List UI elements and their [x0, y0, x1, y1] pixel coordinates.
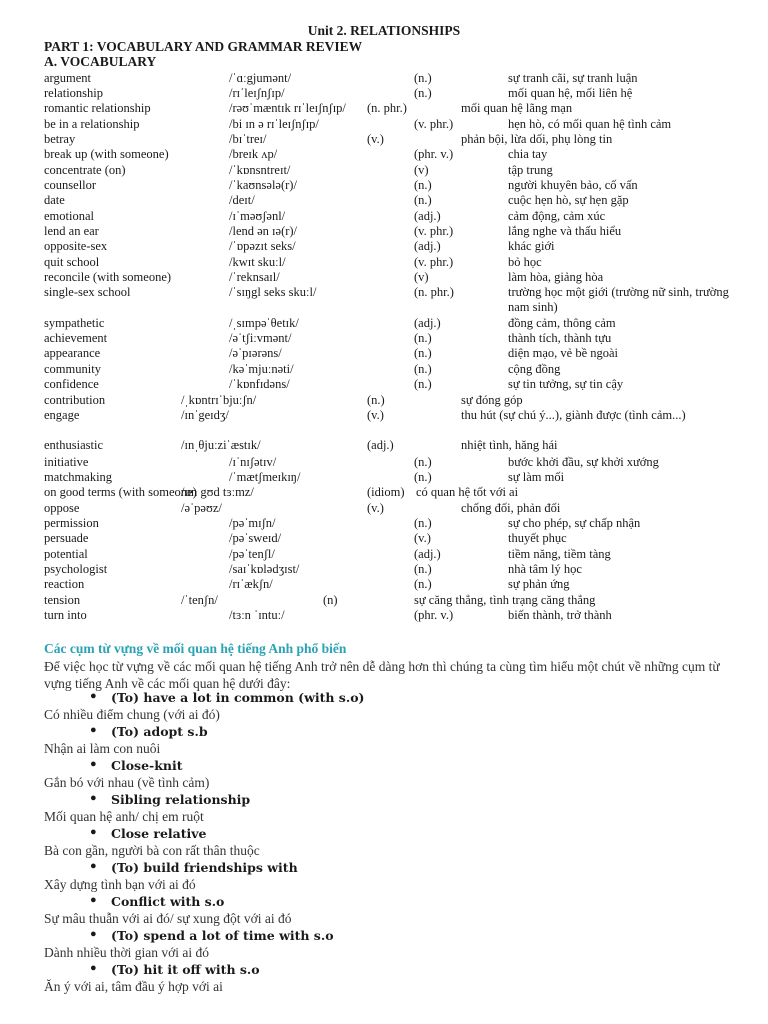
vocab-type: (v. phr.) [414, 117, 454, 131]
vocab-meaning: cuộc hẹn hò, sự hẹn gặp [508, 193, 629, 207]
vocab-phonetic: /deɪt/ [229, 193, 255, 207]
vocab-type: (v) [414, 270, 429, 284]
vocab-meaning: người khuyên bảo, cố vấn [508, 178, 638, 192]
vocab-phonetic: /ˈsɪŋgl seks skuːl/ [229, 285, 317, 299]
vocab-phonetic: /ˈmætʃmeɪkɪŋ/ [229, 470, 301, 484]
vocab-type: (n.) [414, 86, 432, 100]
bullet-icon: ● [90, 826, 97, 838]
vocab-word: oppose [44, 501, 80, 515]
vocab-word: romantic relationship [44, 101, 151, 115]
vocab-type: (n.) [414, 470, 432, 484]
vocab-type: (n.) [414, 178, 432, 192]
vocab-word: relationship [44, 86, 104, 100]
vocab-phonetic: /bɪˈtreɪ/ [229, 132, 267, 146]
bullet-icon: ● [90, 928, 97, 940]
vocab-word: counsellor [44, 178, 97, 192]
phrase-definition: Có nhiều điểm chung (với ai đó) [44, 707, 220, 722]
vocab-meaning: cộng đồng [508, 362, 561, 376]
vocab-type: (n.) [414, 562, 432, 576]
vocab-word: psychologist [44, 562, 108, 576]
vocab-phonetic: /ˈkɒnfɪdəns/ [229, 377, 290, 391]
vocab-meaning: mối quan hệ lãng mạn [461, 101, 573, 115]
vocab-meaning: đồng cảm, thông cảm [508, 316, 616, 330]
vocab-meaning: hẹn hò, có mối quan hệ tình cảm [508, 117, 672, 131]
vocab-phonetic: /ˌkɒntrɪˈbjuːʃn/ [181, 393, 257, 407]
vocab-word: community [44, 362, 101, 376]
vocab-type: (adj.) [367, 438, 394, 452]
vocab-word: turn into [44, 608, 87, 622]
vocab-meaning: sự đóng góp [461, 393, 523, 407]
vocab-type: (adj.) [414, 209, 441, 223]
vocab-word: sympathetic [44, 316, 105, 330]
vocab-word: date [44, 193, 65, 207]
vocab-meaning: làm hòa, giảng hòa [508, 270, 604, 284]
bullet-icon: ● [90, 962, 97, 974]
phrase-term: (To) build friendships with [111, 860, 298, 875]
vocab-word: betray [44, 132, 76, 146]
vocab-type: (n.) [414, 516, 432, 530]
section-heading: A. VOCABULARY [44, 54, 157, 69]
vocab-type: (n.) [414, 193, 432, 207]
vocab-meaning: chống đối, phản đối [461, 501, 561, 515]
vocab-type: (v.) [367, 408, 384, 422]
vocab-type: (v.) [414, 531, 431, 545]
vocab-meaning: sự căng thẳng, tình trạng căng thẳng [414, 593, 596, 607]
vocab-phonetic: /tɜːn ˈɪntuː/ [229, 608, 285, 622]
vocab-phonetic: /rɪˈækʃn/ [229, 577, 273, 591]
vocab-meaning: thu hút (sự chú ý...), giành được (tình cảm...) [461, 408, 686, 422]
vocab-phonetic: /breɪk ʌp/ [229, 147, 278, 161]
phrase-term: Close relative [111, 826, 207, 841]
vocab-type: (n.) [414, 71, 432, 85]
vocab-type: (n.) [414, 362, 432, 376]
vocab-phonetic: /əˈpəʊz/ [181, 501, 222, 515]
bullet-icon: ● [90, 860, 97, 872]
vocab-type: (n.) [414, 346, 432, 360]
vocab-meaning: trường học một giới (trường nữ sinh, trường nam sinh) [508, 285, 729, 314]
vocab-word: potential [44, 547, 88, 561]
vocab-meaning: sự tin tưởng, sự tin cậy [508, 377, 624, 391]
vocab-type: (v. phr.) [414, 224, 454, 238]
vocab-type: (n.) [414, 377, 432, 391]
vocab-phonetic: /ɪˈməʊʃənl/ [229, 209, 286, 223]
page-title: Unit 2. RELATIONSHIPS [307, 23, 461, 38]
vocab-type: (v.) [367, 501, 384, 515]
vocab-phonetic: /ˈkɒnsntreɪt/ [229, 163, 291, 177]
vocab-phonetic: /ɪˈnɪʃətɪv/ [229, 455, 277, 469]
vocab-word: on good terms (with someone) [44, 485, 197, 499]
vocab-meaning: chia tay [508, 147, 548, 161]
vocab-word: matchmaking [44, 470, 113, 484]
vocab-meaning: nhà tâm lý học [508, 562, 582, 576]
vocab-phonetic: /kwɪt skuːl/ [229, 255, 286, 269]
vocab-meaning: sự tranh cãi, sự tranh luận [508, 71, 638, 85]
vocab-phonetic: /əˈpɪərəns/ [229, 346, 282, 360]
phrase-definition: Ăn ý với ai, tâm đầu ý hợp với ai [44, 979, 223, 994]
phrases-heading: Các cụm từ vựng về mối quan hệ tiếng Anh phổ biến [44, 641, 347, 656]
vocab-phonetic: /bi ɪn ə rɪˈleɪʃnʃɪp/ [229, 117, 319, 131]
vocab-meaning: nhiệt tình, hăng hái [461, 438, 558, 452]
vocab-meaning: phản bội, lừa dối, phụ lòng tin [461, 132, 613, 146]
phrase-term: Close-knit [111, 758, 183, 773]
vocab-word: break up (with someone) [44, 147, 169, 161]
vocab-meaning: thành tích, thành tựu [508, 331, 612, 345]
vocab-meaning: cảm động, cảm xúc [508, 209, 606, 223]
vocab-word: tension [44, 593, 81, 607]
vocab-meaning: có quan hệ tốt với ai [416, 485, 519, 499]
bullet-icon: ● [90, 792, 97, 804]
phrase-term: (To) adopt s.b [111, 724, 208, 739]
vocab-phonetic: /saɪˈkɒlədʒɪst/ [229, 562, 300, 576]
vocab-word: lend an ear [44, 224, 99, 238]
vocab-word: engage [44, 408, 80, 422]
vocab-phonetic: /pəˈtenʃl/ [229, 547, 275, 561]
vocab-word: initiative [44, 455, 89, 469]
vocab-word: contribution [44, 393, 106, 407]
vocab-phonetic: /əˈtʃiːvmənt/ [229, 331, 292, 345]
bullet-icon: ● [90, 894, 97, 906]
vocab-meaning: tiềm năng, tiềm tàng [508, 547, 611, 561]
vocab-phonetic: /rəʊˈmæntɪk rɪˈleɪʃnʃɪp/ [229, 101, 346, 115]
vocab-word: enthusiastic [44, 438, 104, 452]
vocab-phonetic: /ˈɑːgjumənt/ [229, 71, 292, 85]
bullet-icon: ● [90, 690, 97, 702]
vocab-phonetic: /ˈkaʊnsələ(r)/ [229, 178, 297, 192]
phrase-term: (To) have a lot in common (with s.o) [111, 690, 365, 705]
vocab-phonetic: /pəˈmɪʃn/ [229, 516, 276, 530]
phrase-definition: Dành nhiều thời gian với ai đó [44, 945, 209, 960]
vocab-phonetic: /ɪnˌθjuːziˈæstɪk/ [181, 438, 261, 452]
phrase-definition: Sự mâu thuẫn với ai đó/ sự xung đột với ai đó [44, 911, 292, 926]
vocab-phonetic: /ˈtenʃn/ [181, 593, 218, 607]
vocab-type: (n. phr.) [414, 285, 454, 299]
phrase-term: Conflict with s.o [111, 894, 225, 909]
phrase-definition: Xây dựng tình bạn với ai đó [44, 877, 196, 892]
phrase-term: Sibling relationship [111, 792, 251, 807]
vocab-word: permission [44, 516, 99, 530]
vocab-word: opposite-sex [44, 239, 108, 253]
vocab-meaning: biến thành, trở thành [508, 608, 612, 622]
vocab-type: (n.) [414, 577, 432, 591]
vocab-meaning: thuyết phục [508, 531, 567, 545]
vocab-phonetic: /lend ən ɪə(r)/ [229, 224, 298, 238]
vocab-word: appearance [44, 346, 101, 360]
vocab-type: (v) [414, 163, 429, 177]
phrase-definition: Bà con gần, người bà con rất thân thuộc [44, 843, 260, 858]
vocab-meaning: bước khởi đầu, sự khởi xướng [508, 455, 659, 469]
phrase-definition: Gắn bó với nhau (về tình cảm) [44, 775, 210, 790]
vocab-phonetic: /kəˈmjuːnəti/ [229, 362, 294, 376]
bullet-icon: ● [90, 758, 97, 770]
vocab-meaning: mối quan hệ, mối liên hệ [508, 86, 633, 100]
vocab-meaning: tập trung [508, 163, 553, 177]
phrase-term: (To) spend a lot of time with s.o [111, 928, 334, 943]
phrase-definition: Mối quan hệ anh/ chị em ruột [44, 809, 204, 824]
phrases-intro: Để việc học từ vựng về các mối quan hệ tiếng Anh trở nên dễ dàng hơn thì chúng ta cùng tìm hiểu một chút về những cụm từ vựng tiếng Anh về các mối quan hệ dưới đây: [44, 659, 720, 691]
vocab-word: argument [44, 71, 91, 85]
vocab-meaning: sự cho phép, sự chấp nhận [508, 516, 641, 530]
vocab-meaning: sự phản ứng [508, 577, 570, 591]
vocab-word: concentrate (on) [44, 163, 126, 177]
vocab-phonetic: /rɪˈleɪʃnʃɪp/ [229, 86, 285, 100]
vocab-word: single-sex school [44, 285, 131, 299]
vocab-phonetic: /ˈreknsaɪl/ [229, 270, 280, 284]
vocab-word: be in a relationship [44, 117, 140, 131]
vocab-meaning: lắng nghe và thấu hiểu [508, 224, 622, 238]
vocab-phonetic: /pəˈsweɪd/ [229, 531, 282, 545]
vocab-type: (adj.) [414, 547, 441, 561]
vocab-meaning: diện mạo, vẻ bề ngoài [508, 346, 619, 360]
vocab-phonetic: /ˌsɪmpəˈθetɪk/ [229, 316, 299, 330]
vocab-word: reaction [44, 577, 85, 591]
vocab-meaning: khác giới [508, 239, 555, 253]
vocab-meaning: bỏ học [508, 255, 542, 269]
vocab-meaning: sự làm mối [508, 470, 565, 484]
vocab-word: emotional [44, 209, 94, 223]
phrase-term: (To) hit it off with s.o [111, 962, 260, 977]
vocab-type: (idiom) [367, 485, 405, 499]
vocab-phonetic: /ˈɒpəzɪt seks/ [229, 239, 296, 253]
vocab-type: (n.) [414, 455, 432, 469]
vocab-type: (n.) [367, 393, 385, 407]
vocab-phonetic: /ɒn gʊd tɜːmz/ [181, 485, 254, 499]
vocab-type: (v. phr.) [414, 255, 454, 269]
vocab-word: quit school [44, 255, 100, 269]
vocab-type: (v.) [367, 132, 384, 146]
vocab-type: (n) [323, 593, 338, 607]
phrase-definition: Nhận ai làm con nuôi [44, 741, 161, 756]
vocab-type: (adj.) [414, 316, 441, 330]
vocab-type: (adj.) [414, 239, 441, 253]
vocab-phonetic: /ɪnˈgeɪdʒ/ [181, 408, 229, 422]
vocab-type: (phr. v.) [414, 147, 454, 161]
vocab-word: persuade [44, 531, 89, 545]
vocab-type: (phr. v.) [414, 608, 454, 622]
vocab-word: achievement [44, 331, 108, 345]
vocab-word: confidence [44, 377, 99, 391]
part-heading: PART 1: VOCABULARY AND GRAMMAR REVIEW [44, 39, 363, 54]
vocab-type: (n.) [414, 331, 432, 345]
vocab-word: reconcile (with someone) [44, 270, 172, 284]
bullet-icon: ● [90, 724, 97, 736]
vocab-type: (n. phr.) [367, 101, 407, 115]
